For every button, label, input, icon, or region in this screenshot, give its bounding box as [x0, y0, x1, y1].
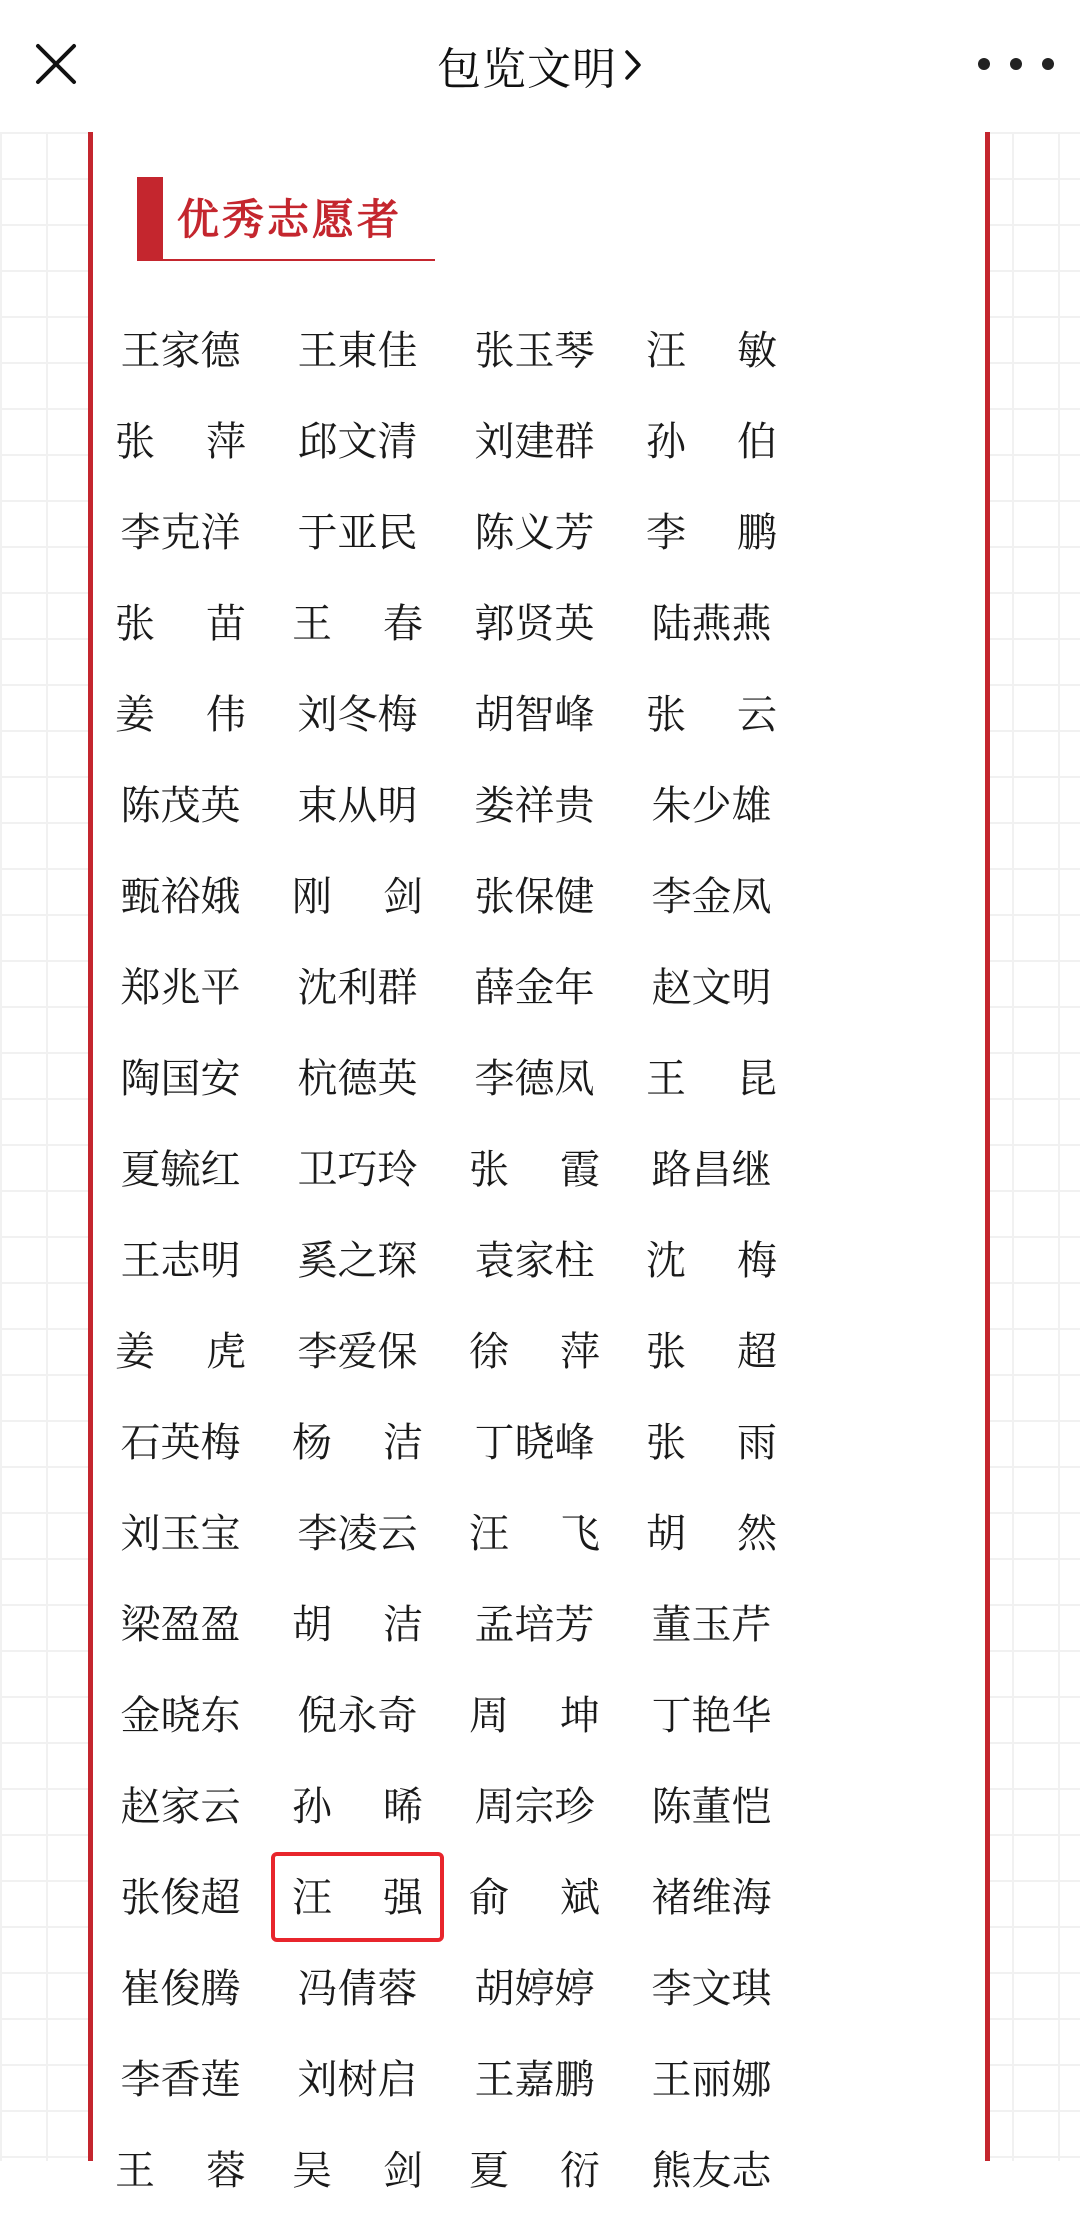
volunteer-name[interactable]: 王 蓉 — [115, 2148, 246, 2194]
volunteer-name[interactable]: 邱文清 — [297, 419, 418, 465]
volunteer-name[interactable]: 沈 梅 — [646, 1238, 777, 1284]
volunteer-name[interactable]: 夏 衍 — [469, 2148, 600, 2194]
volunteer-name[interactable]: 张 霞 — [469, 1147, 600, 1193]
chevron-right-icon — [623, 48, 643, 82]
top-navigation-bar — [0, 0, 1080, 132]
volunteer-name[interactable]: 胡智峰 — [474, 692, 595, 738]
volunteer-name[interactable]: 崔俊腾 — [120, 1966, 241, 2012]
volunteer-name[interactable]: 陆燕燕 — [651, 601, 772, 647]
section-accent-bar — [137, 177, 163, 259]
volunteer-name[interactable]: 姜 伟 — [115, 692, 246, 738]
volunteer-name[interactable]: 郭贤英 — [474, 601, 595, 647]
volunteer-name[interactable]: 陶国安 — [120, 1056, 241, 1102]
volunteer-name[interactable]: 李克洋 — [120, 510, 241, 556]
article-content[interactable] — [0, 132, 1080, 2194]
volunteer-name-highlighted[interactable]: 汪 强 — [289, 1849, 426, 1940]
section-title: 优秀志愿者 — [177, 195, 403, 244]
volunteer-name[interactable]: 李文琪 — [651, 1966, 772, 2012]
volunteer-name[interactable]: 董玉芹 — [651, 1602, 772, 1648]
volunteer-name[interactable]: 刘玉宝 — [120, 1511, 241, 1557]
volunteer-name[interactable]: 刘建群 — [474, 419, 595, 465]
volunteer-name[interactable]: 奚之琛 — [297, 1238, 418, 1284]
volunteer-name[interactable]: 张俊超 — [120, 1875, 241, 1921]
volunteer-name[interactable]: 熊友志 — [651, 2148, 772, 2194]
volunteer-name[interactable]: 陈董恺 — [651, 1784, 772, 1830]
volunteer-name[interactable]: 甄裕娥 — [120, 874, 241, 920]
volunteer-name[interactable]: 周 坤 — [469, 1693, 600, 1739]
volunteer-name[interactable]: 胡婷婷 — [474, 1966, 595, 2012]
volunteer-name[interactable]: 赵文明 — [651, 965, 772, 1011]
volunteer-name[interactable]: 路昌继 — [651, 1147, 772, 1193]
volunteer-name[interactable]: 徐 萍 — [469, 1329, 600, 1375]
volunteer-name[interactable]: 刘冬梅 — [297, 692, 418, 738]
volunteer-name[interactable]: 孟培芳 — [474, 1602, 595, 1648]
volunteer-name[interactable]: 冯倩蓉 — [297, 1966, 418, 2012]
volunteer-name[interactable]: 刚 剑 — [292, 874, 423, 920]
volunteer-name[interactable]: 王家德 — [120, 328, 241, 374]
volunteer-name[interactable]: 金晓东 — [120, 1693, 241, 1739]
volunteer-name[interactable]: 朱少雄 — [651, 783, 772, 829]
volunteer-name[interactable]: 薛金年 — [474, 965, 595, 1011]
volunteer-name[interactable]: 王嘉鹏 — [474, 2057, 595, 2103]
volunteer-name[interactable]: 袁家柱 — [474, 1238, 595, 1284]
section-heading — [137, 177, 435, 261]
volunteer-name[interactable]: 卫巧玲 — [297, 1147, 418, 1193]
volunteer-name[interactable]: 郑兆平 — [120, 965, 241, 1011]
volunteer-name[interactable]: 周宗珍 — [474, 1784, 595, 1830]
volunteer-name[interactable]: 孙 晞 — [292, 1784, 423, 1830]
volunteer-name-grid — [112, 302, 780, 2213]
volunteer-name[interactable]: 张 萍 — [115, 419, 246, 465]
volunteer-name[interactable]: 张 云 — [646, 692, 777, 738]
volunteer-name[interactable]: 夏毓红 — [120, 1147, 241, 1193]
volunteer-name[interactable]: 石英梅 — [120, 1420, 241, 1466]
volunteer-name[interactable]: 李 鹏 — [646, 510, 777, 556]
volunteer-name[interactable]: 杨 洁 — [292, 1420, 423, 1466]
volunteer-name[interactable]: 娄祥贵 — [474, 783, 595, 829]
volunteer-name[interactable]: 陈义芳 — [474, 510, 595, 556]
volunteer-name[interactable]: 汪 飞 — [469, 1511, 600, 1557]
volunteer-name[interactable]: 李爱保 — [297, 1329, 418, 1375]
volunteer-name[interactable]: 张 苗 — [115, 601, 246, 647]
volunteer-name[interactable]: 王 昆 — [646, 1056, 777, 1102]
volunteer-name[interactable]: 姜 虎 — [115, 1329, 246, 1375]
volunteer-name[interactable]: 张 超 — [646, 1329, 777, 1375]
volunteer-name[interactable]: 吴 剑 — [292, 2148, 423, 2194]
volunteer-name[interactable]: 丁艳华 — [651, 1693, 772, 1739]
volunteer-name[interactable]: 王志明 — [120, 1238, 241, 1284]
volunteer-name[interactable]: 李凌云 — [297, 1511, 418, 1557]
volunteer-name[interactable]: 李金凤 — [651, 874, 772, 920]
volunteer-name[interactable]: 沈利群 — [297, 965, 418, 1011]
volunteer-name[interactable]: 李香莲 — [120, 2057, 241, 2103]
more-options-button[interactable] — [978, 44, 1054, 84]
volunteer-name[interactable]: 倪永奇 — [297, 1693, 418, 1739]
volunteer-name[interactable]: 杭德英 — [297, 1056, 418, 1102]
volunteer-name[interactable]: 束从明 — [297, 783, 418, 829]
volunteer-name[interactable]: 胡 然 — [646, 1511, 777, 1557]
volunteer-name[interactable]: 张玉琴 — [474, 328, 595, 374]
volunteer-name[interactable]: 俞 斌 — [469, 1875, 600, 1921]
volunteer-name[interactable]: 王丽娜 — [651, 2057, 772, 2103]
volunteer-name[interactable]: 汪 敏 — [646, 328, 777, 374]
account-title-link[interactable] — [0, 30, 1080, 100]
more-dots-icon — [978, 58, 990, 70]
volunteer-name[interactable]: 赵家云 — [120, 1784, 241, 1830]
volunteer-name[interactable]: 王 春 — [292, 601, 423, 647]
volunteer-name[interactable]: 胡 洁 — [292, 1602, 423, 1648]
volunteer-name[interactable]: 张 雨 — [646, 1420, 777, 1466]
volunteer-name[interactable]: 褚维海 — [651, 1875, 772, 1921]
volunteer-name[interactable]: 于亚民 — [297, 510, 418, 556]
volunteer-name[interactable]: 王東佳 — [297, 328, 418, 374]
volunteer-name[interactable]: 李德凤 — [474, 1056, 595, 1102]
volunteer-name[interactable]: 张保健 — [474, 874, 595, 920]
volunteer-name[interactable]: 刘树启 — [297, 2057, 418, 2103]
volunteer-name[interactable]: 丁晓峰 — [474, 1420, 595, 1466]
page-title: 包览文明 — [437, 44, 617, 95]
volunteer-name[interactable]: 梁盈盈 — [120, 1602, 241, 1648]
volunteer-name[interactable]: 孙 伯 — [646, 419, 777, 465]
volunteer-name[interactable]: 陈茂英 — [120, 783, 241, 829]
